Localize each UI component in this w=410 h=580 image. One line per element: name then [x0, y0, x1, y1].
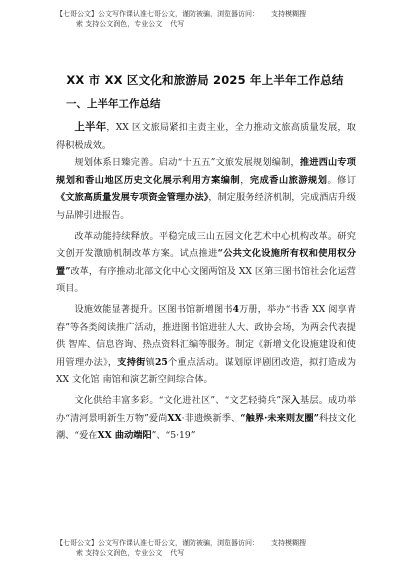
paragraph-text: 个重点活动。谋划原评剧团改造，拟打造成为 XX 文化馆 南馆和演艺新空间综合体。: [56, 356, 357, 386]
paragraph-text: ”、“5·19”: [151, 430, 196, 442]
bold-text: “触界·未来则友圈”: [240, 412, 319, 424]
paragraph-text: 万册，举办“书香 XX 阅享青春”等各类阅读推广活动，推进图书馆进驻人大、政协会场，为两会代表提供 智库、信息咨询、热点资料汇编等服务。制定《新增文化设施建设和使用管理办法》，: [56, 303, 357, 368]
banner-text: 【七哥公文】公文写作课认准七哥公文，谨防被骗，浏览器访问：: [56, 539, 259, 547]
paragraph-text: 规划体系日臻完善。启动“十五五”文旅发展规划编制，: [74, 157, 300, 169]
header-banner: [56, 9, 366, 29]
bold-text: 推进西山专项规划和香山地区历史文化展示利用方案编制: [56, 157, 356, 186]
banner-text: 【七哥公文】公文写作课认准七哥公文，谨防被骗，浏览器访问：: [56, 10, 259, 18]
intro-paragraph: [56, 119, 356, 154]
document-title: XX 市 XX 区文化和旅游局 2025 年上半年工作总结: [66, 73, 344, 87]
intro-lead: 上半年: [74, 121, 107, 133]
paragraph-text: ，: [240, 174, 250, 186]
bold-text: 25: [154, 356, 168, 368]
paragraph-planning: [56, 154, 356, 224]
paragraph-reform: [56, 228, 356, 298]
banner-text: 索 支持公文润色，专业公文: [76, 549, 163, 557]
banner-text: 支持模糊搜: [271, 10, 306, 18]
paragraph-text: 。修订: [327, 174, 357, 186]
document-body: [56, 119, 356, 445]
paragraph-text: 科技文化潮、“爱在: [56, 412, 357, 442]
paragraph-text: 文化供给丰富多彩。“文化进社区”、“文艺轻骑兵”深: [74, 394, 291, 406]
section-heading: 一、上半年工作总结: [66, 98, 161, 110]
banner-text: 代写: [170, 549, 185, 557]
footer-banner: [56, 538, 366, 558]
bold-text: 完成香山旅游规划: [249, 174, 328, 186]
paragraph-text: ，XX 区文旅局紧扣主责主业，全力推动文旅高质量发展，取得积极成效。: [56, 122, 356, 151]
paragraph-text: 镇: [145, 356, 155, 368]
paragraph-text: 改革，有序推动北部文化中心文图两馆及 XX 区第三图书馆社会化运营项目。: [56, 265, 356, 295]
bold-text: 4: [232, 303, 239, 315]
bold-text: “公共文化设施所有权和使用权分置”: [56, 248, 357, 277]
banner-text: 索 支持公文润色，专业公文: [76, 20, 163, 28]
paragraph-text: 设施效能显著提升。区图书馆新增图书: [74, 303, 233, 315]
paragraph-text: 基层。成功举办“清河景明新生万物”爱尚: [56, 394, 357, 424]
bold-text: 支持街: [117, 356, 146, 368]
bold-text: 入: [290, 394, 300, 406]
paragraph-text: ，制定服务经济机制，完成酒店升级与品牌引进报告。: [56, 192, 357, 221]
paragraph-facilities: [56, 301, 356, 389]
banner-text: 代写: [170, 20, 185, 28]
bold-text: XX: [167, 412, 182, 424]
bold-text: 《文旅高质量发展专项资金管理办法》: [56, 192, 209, 204]
paragraph-text: 改革动能持续释放。平稳完成三山五园文化艺术中心机构改革。研究文创开发激励机制改革方案。试点推进: [56, 230, 356, 260]
bold-text: XX 曲动端阳: [97, 430, 152, 442]
banner-text: 支持模糊搜: [271, 539, 306, 547]
paragraph-culture: [56, 392, 356, 445]
paragraph-text: ·非遗焕新季、: [181, 412, 241, 424]
